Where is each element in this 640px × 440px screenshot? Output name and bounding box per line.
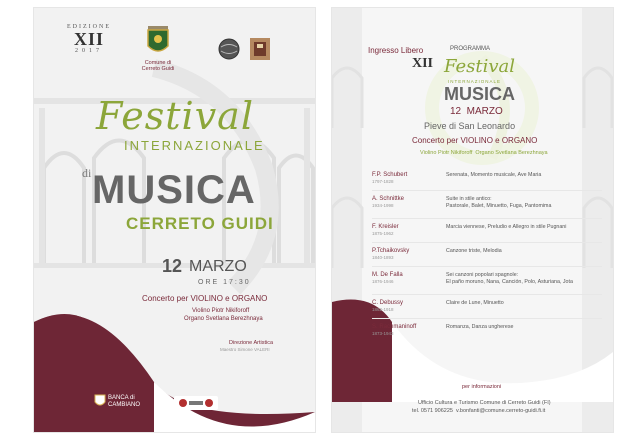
info-title: per informazioni — [462, 384, 502, 390]
program-works: Claire de Lune, Minuetto — [446, 300, 504, 306]
edition-badge — [54, 24, 124, 54]
composer-name: P.Tchaikovsky — [372, 248, 410, 254]
program-row — [372, 248, 607, 274]
program-row — [372, 300, 607, 326]
divider — [372, 190, 602, 191]
composer-name: S. Rachmaninoff — [372, 324, 417, 330]
composer-dates: 1840-1893 — [372, 255, 394, 260]
program-row — [372, 324, 607, 350]
organ-line: Organo Svetlana Berezhnaya — [184, 316, 263, 322]
program-row — [372, 224, 607, 250]
programma-label: PROGRAMMA — [450, 46, 491, 52]
program-works: Marcia viennese, Preludio e Allegro in stile Pugnani — [446, 224, 567, 230]
program-works: Sei canzoni popolari spagnole: El paño moruno, Nana, Canción, Polo, Asturiana, Jota — [446, 272, 573, 285]
concert-date: 12 MARZO — [450, 106, 503, 117]
composer-dates: 1862-1918 — [372, 307, 394, 312]
venue-label: Pieve di San Leonardo — [424, 121, 516, 131]
performers-line: Violino Piotr Nikiforoff Organo Svetlana Berezhnaya — [420, 150, 548, 156]
program-row — [372, 172, 607, 198]
divider — [372, 294, 602, 295]
divider — [372, 218, 602, 219]
association-logo-icon — [248, 34, 272, 62]
direction-name: Maestro Simone VALERI — [220, 347, 270, 352]
musica-title: MUSICA — [92, 168, 256, 212]
concert-month: MARZO — [189, 258, 247, 275]
di-label: di — [82, 166, 92, 180]
edition-label: EDIZIONE — [67, 24, 111, 30]
composer-name: C. Debussy — [372, 300, 404, 306]
composer-dates: 1875-1962 — [372, 231, 394, 236]
divider — [372, 318, 602, 319]
composer-dates: 1876-1946 — [372, 279, 394, 284]
composer-name: A. Schnittke — [372, 196, 405, 202]
sponsor-bank: BANCA di CAMBIANO — [108, 395, 141, 408]
internazionale-label: INTERNAZIONALE — [448, 79, 502, 84]
globe-logo-icon — [218, 38, 240, 60]
program-works: Canzone triste, Melodia — [446, 248, 502, 254]
program-works: Serenata, Momento musicale, Ave Maria — [446, 172, 542, 178]
composer-name: F.P. Schubert — [372, 172, 408, 178]
composer-dates: 1797-1828 — [372, 179, 394, 184]
edition-number: XII — [73, 29, 104, 49]
bank-crest-icon — [94, 394, 106, 408]
edition-number: XII — [412, 56, 434, 71]
festival-title: Festival — [96, 94, 254, 138]
divider — [372, 242, 602, 243]
comune-label: Comune di Cerreto Guidi — [141, 60, 175, 72]
poster-front — [34, 8, 315, 432]
comune-crest-icon — [144, 24, 172, 58]
concert-title: Concerto per VIOLINO e ORGANO — [412, 136, 538, 145]
concert-day: 12 — [162, 256, 183, 276]
musica-title: MUSICA — [444, 84, 515, 104]
concert-title: Concerto per VIOLINO e ORGANO — [142, 294, 268, 303]
sponsor-logo-icon — [174, 396, 218, 410]
info-line-contact: tel. 0571 906225 v.bonfanti@comune.cerreto-guidi.fi.it — [412, 408, 546, 414]
festival-title: Festival — [444, 56, 516, 77]
program-works: Suite in stile antico: Pastorale, Balet, Minuetto, Fuga, Pantomima — [446, 196, 552, 209]
ingresso-label: Ingresso Libero — [368, 46, 424, 55]
concert-time: ORE 17:30 — [198, 279, 251, 286]
direction-title: Direzione Artistica — [229, 340, 274, 346]
composer-name: M. De Falla — [372, 272, 403, 278]
composer-dates: 1873-1943 — [372, 331, 394, 336]
info-line-office: Ufficio Cultura e Turismo Comune di Cerreto Guidi (FI) — [418, 400, 551, 406]
internazionale-label: INTERNAZIONALE — [124, 138, 265, 153]
divider — [372, 266, 602, 267]
program-works: Romanza, Danza ungherese — [446, 324, 514, 330]
composer-dates: 1934-1998 — [372, 203, 394, 208]
violin-line: Violino Piotr Nikiforoff — [192, 308, 250, 314]
city-title: CERRETO GUIDI — [126, 214, 274, 233]
edition-year: 2017 — [75, 48, 103, 54]
poster-back — [332, 8, 613, 432]
composer-name: F. Kreisler — [372, 224, 399, 230]
